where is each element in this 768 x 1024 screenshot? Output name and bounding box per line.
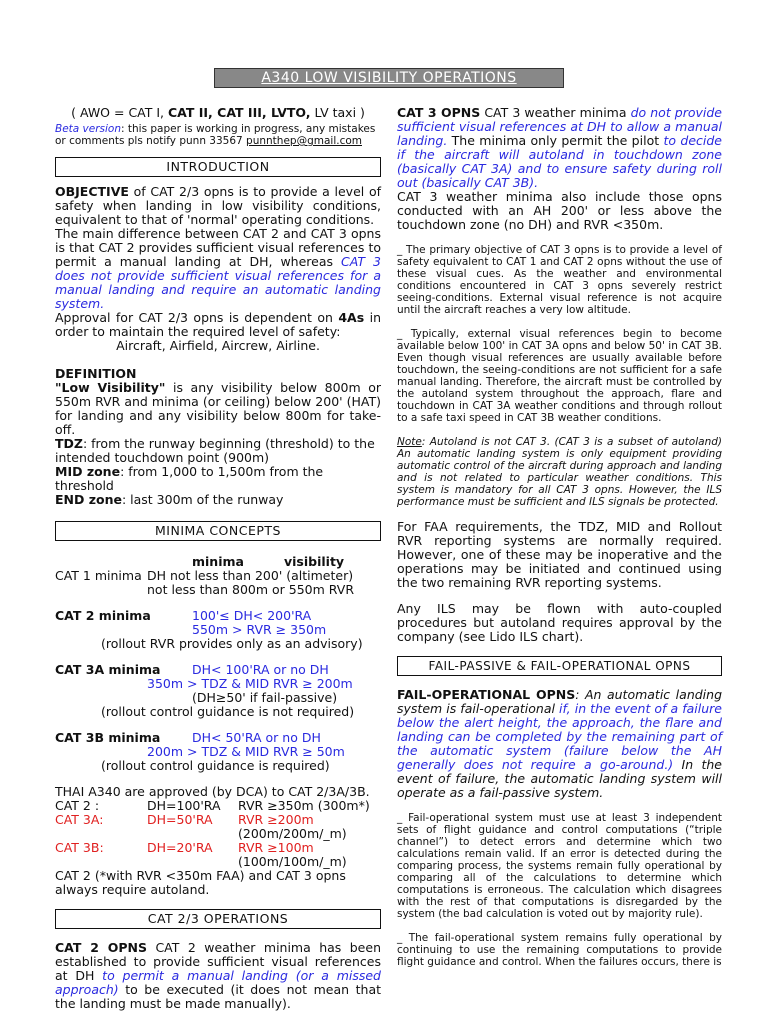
cat2-note: (rollout RVR provides only as an advisory) [101,636,363,651]
awo-line: ( AWO = CAT I, CAT II, CAT III, LVTO, LV taxi ) [71,105,365,120]
approval-rvr: RVR ≥100m [238,840,314,855]
fail-op-para2: _ The fail-operational system remains fully operational by continuing to use the remaining computations to provide flight guidance and control. When the failures occurs, there is [397,932,722,968]
approval-cat: CAT 3A: [55,812,104,827]
section-fail: FAIL-PASSIVE & FAIL-OPERATIONAL OPNS [397,656,722,676]
cat3a-block: CAT 3A minima DH< 100'RA or no DH 350m > TDZ & MID RVR ≥ 200m [55,662,353,691]
note-faa: For FAA requirements, the TDZ, MID and Rollout RVR reporting systems are normally required. However, one of these may be inoperative and the operations may be initiated and continued using the two remaining RVR reporting systems. [397,519,722,590]
approval-cat: CAT 2 : [55,798,100,813]
note-ils: Any ILS may be flown with auto-coupled procedures but autoland requires approval by the company (see Lido ILS chart). [397,601,722,644]
definition-heading: DEFINITION [55,366,137,381]
note-autoland: Note: Autoland is not CAT 3. (CAT 3 is a subset of autoland) An automatic landing system is only equipment providing automatic control of the aircraft during approach and landing and is not related to particular weather conditions. This system is mandatory for all CAT 3 opns. However, the ILS performance must be sufficient and ILS signals be protected. [397,436,722,508]
low-visibility-def: "Low Visibility" is any visibility below 800m or 550m RVR and minima (or ceiling) below 200' (HAT) for landing and any visibility below 800m for take-off. [55,380,381,437]
cat2-block: CAT 2 minima 100'≤ DH< 200'RA 550m > RVR ≥ 350m [55,608,327,637]
note-typically: _ Typically, external visual references begin to become available below 100' in CAT 3A opns and below 50' in CAT 3B. Even though visual references are usually available before touchdown, the seeing-conditions are not sufficient for a safe manual landing. Therefore, the aircraft must be controlled by the autoland system throughout the approach, flare and touchdown in CAT 3A weather conditions and through rollout to a safe taxi speed in CAT 3B weather conditions. [397,328,722,424]
cat3-opns-para2: CAT 3 weather minima also include those opns conducted with an AH 200' or less above the touchdown zone (no DH) and RVR <350m. [397,189,722,232]
cat3a-note2: (rollout control guidance is not required) [101,704,355,719]
tdz-def: TDZ: from the runway beginning (threshold) to the intended touchdown point (900m) [55,436,375,465]
cat1-block: minima visibility CAT 1 minima DH not less than 200' (altimeter) [55,554,354,583]
cat2-opns-text: CAT 2 OPNS CAT 2 weather minima has been established to provide sufficient visual references at DH to permit a manual landing (or a missed approach) to be executed (it does not mean that the landing must be made manually). [55,940,381,1011]
approval-cat: CAT 3B: [55,840,104,855]
email-link[interactable]: punnthep@gmail.com [246,135,362,147]
approval-row [55,827,381,841]
cat3b-note: (rollout control guidance is required) [101,758,330,773]
objective-text: OBJECTIVE of CAT 2/3 opns is to provide a level of safety when landing in low visibility conditions, equivalent to that of 'normal' operating conditions. [55,184,381,227]
page-title: A340 LOW VISIBILITY OPERATIONS [214,68,564,88]
approval-table [55,799,381,869]
approval-row [55,855,381,869]
cat3a-note1: (DH≥50' if fail-passive) [192,690,338,705]
difference-text: The main difference between CAT 2 and CAT 3 opns is that CAT 2 provides sufficient visual references to permit a manual landing at DH, whereas CAT 3 does not provide sufficient visual references for a manual landing and require an automatic landing system. [55,226,381,311]
fail-operational-text: FAIL-OPERATIONAL OPNS: An automatic landing system is fail-operational if, in the event of a failure below the alert height, the approach, the flare and landing can be completed by the remaining part of the automatic system (failure below the AH generally does not require a go-around.) In the event of failure, the automatic landing system will operate as a fail-passive system. [397,687,723,800]
approval-dh: DH=20'RA [147,840,213,855]
approval-footnote: CAT 2 (*with RVR <350m FAA) and CAT 3 opns always require autoland. [55,868,346,897]
left-column [55,106,381,1011]
end-def: END zone: last 300m of the runway [55,492,284,507]
section-cat23: CAT 2/3 OPERATIONS [55,909,381,929]
approval-row [55,813,381,827]
cat1-line2: not less than 800m or 550m RVR [147,582,355,597]
beta-note: Beta version: this paper is working in progress, any mistakes or comments pls notify punn 33567 punnthep@gmail.com [55,123,376,147]
approval-rvr: RVR ≥200m [238,812,314,827]
approval-rvr: (200m/200m/_m) [238,826,347,841]
fail-op-para1: _ Fail-operational system must use at least 3 independent sets of flight guidance and control computations (“triple channel”) to detect errors and determine which two calculations remain valid. If an error is detected during the comparing process, the systems remain fully operational by comparing all of the calculations to determine which computations is erroneous. The calculation which disagrees with the rest of that computations is disregarded by the system (the bad calculation is voted out by majority rule). [397,812,722,920]
note-primary: _ The primary objective of CAT 3 opns is to provide a level of safety equivalent to CAT 1 and CAT 2 opns without the use of these visual cues. As the weather and environmental conditions encountered in CAT 3 opns severely restrict seeing-conditions. External visual reference is not acquire until the aircraft reaches a very low altitude. [397,244,722,316]
approval-dh: DH=50'RA [147,812,213,827]
right-column [397,106,722,968]
thai-approval: THAI A340 are approved (by DCA) to CAT 2/3A/3B. [55,784,370,799]
section-minima: MINIMA CONCEPTS [55,521,381,541]
mid-def: MID zone: from 1,000 to 1,500m from the threshold [55,464,324,493]
approval-row [55,841,381,855]
four-as: Aircraft, Airfield, Aircrew, Airline. [116,338,320,353]
approval-row [55,799,381,813]
approval-text: Approval for CAT 2/3 opns is dependent on 4As in order to maintain the required level of safety: [55,310,381,339]
cat3-opns-text: CAT 3 OPNS CAT 3 weather minima do not provide sufficient visual references at DH to allow a manual landing. The minima only permit the pilot to decide if the aircraft will autoland in touchdown zone (basically CAT 3A) and to ensure safety during roll out (basically CAT 3B). [397,105,722,190]
section-introduction: INTRODUCTION [55,157,381,177]
approval-rvr: (100m/100m/_m) [238,854,347,869]
cat3b-block: CAT 3B minima DH< 50'RA or no DH 200m > TDZ & MID RVR ≥ 50m [55,730,345,759]
approval-rvr: RVR ≥350m (300m*) [238,798,370,813]
approval-dh: DH=100'RA [147,798,221,813]
